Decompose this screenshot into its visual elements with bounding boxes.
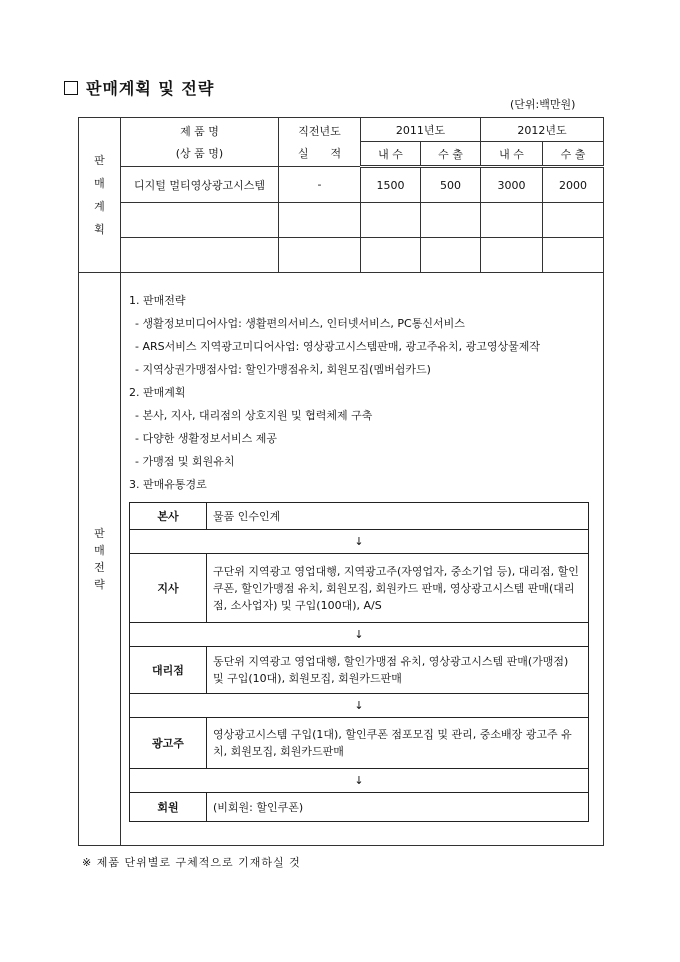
title-text: 판매계획 및 전략 — [86, 79, 215, 98]
strategy-heading: 1. 판매전략 — [129, 294, 186, 307]
table-row — [79, 167, 604, 203]
export-2012-cell — [543, 203, 604, 238]
distribution-flow-table — [129, 502, 589, 822]
export-2012-cell: 2000 — [543, 167, 604, 203]
prev-cell — [279, 203, 361, 238]
table-row — [79, 238, 604, 273]
strategy-heading: 3. 판매유통경로 — [129, 478, 207, 491]
flow-desc: 물품 인수인계 — [207, 503, 589, 530]
flow-label: 광고주 — [130, 718, 207, 769]
flow-desc: (비회원: 할인쿠폰) — [207, 793, 589, 822]
product-cell: 디지털 멀티영상광고시스템 — [121, 167, 279, 203]
strategy-item: - 지역상권가맹점사업: 할인가맹점유치, 회원모집(멤버쉽카드) — [135, 363, 431, 376]
down-arrow-icon: ↓ — [130, 530, 589, 554]
strategy-heading: 2. 판매계획 — [129, 386, 186, 399]
header-export: 수 출 — [543, 142, 604, 167]
domestic-2012-cell: 3000 — [481, 167, 543, 203]
plan-side-label — [79, 118, 121, 273]
side-char: 판 — [94, 527, 105, 540]
flow-row — [130, 793, 589, 822]
product-cell — [121, 238, 279, 273]
product-cell — [121, 203, 279, 238]
header-export: 수 출 — [421, 142, 481, 167]
header-2012: 2012년도 — [481, 118, 604, 142]
side-char: 계 — [94, 200, 105, 213]
export-2011-cell — [421, 238, 481, 273]
export-2011-cell — [421, 203, 481, 238]
side-char: 매 — [94, 544, 105, 557]
down-arrow-icon: ↓ — [130, 769, 589, 793]
footnote: ※ 제품 단위별로 구체적으로 기재하실 것 — [82, 856, 301, 869]
strategy-item: - 다양한 생활정보서비스 제공 — [135, 432, 277, 445]
domestic-2012-cell — [481, 203, 543, 238]
flow-desc: 영상광고시스템 구입(1대), 할인쿠폰 점포모집 및 관리, 중소배장 광고주 유치, 회원모집, 회원카드판매 — [207, 718, 589, 769]
export-2011-cell: 500 — [421, 167, 481, 203]
header-2011: 2011년도 — [361, 118, 481, 142]
section-title — [64, 76, 214, 99]
header-text: 실 적 — [297, 147, 342, 160]
header-text: 제 품 명 — [180, 125, 219, 138]
flow-label: 회원 — [130, 793, 207, 822]
prev-cell — [279, 238, 361, 273]
flow-row — [130, 647, 589, 694]
domestic-2011-cell: 1500 — [361, 167, 421, 203]
header-product — [121, 118, 279, 167]
domestic-2012-cell — [481, 238, 543, 273]
flow-label: 지사 — [130, 554, 207, 623]
header-text: 직전년도 — [298, 125, 341, 138]
strategy-item: - 생활정보미디어사업: 생활편의서비스, 인터넷서비스, PC통신서비스 — [135, 317, 465, 330]
header-domestic: 내 수 — [481, 142, 543, 167]
checkbox-square-icon — [64, 81, 78, 95]
side-char: 매 — [94, 177, 105, 190]
header-prev — [279, 118, 361, 167]
side-char: 판 — [94, 154, 105, 167]
strategy-content — [121, 273, 604, 846]
header-text: (상 품 명) — [175, 147, 224, 160]
down-arrow-icon: ↓ — [130, 694, 589, 718]
flow-desc: 구단위 지역광고 영업대행, 지역광고주(자영업자, 중소기업 등), 대리점, 할인 쿠폰, 할인가맹점 유치, 회원모집, 회원카드 판매, 영상광고시스템 판매(대리점, 소사업자) 및 구입(100대), A/S — [207, 554, 589, 623]
flow-row — [130, 503, 589, 530]
side-char: 략 — [94, 578, 105, 591]
flow-desc: 동단위 지역광고 영업대행, 할인가맹점 유치, 영상광고시스템 판매(가맹점) 및 구입(10대), 회원모집, 회원카드판매 — [207, 647, 589, 694]
down-arrow-icon: ↓ — [130, 623, 589, 647]
side-char: 획 — [94, 223, 105, 236]
unit-label: (단위:백만원) — [510, 98, 576, 111]
sales-plan-table — [78, 117, 604, 846]
flow-row — [130, 718, 589, 769]
flow-label: 대리점 — [130, 647, 207, 694]
strategy-lines — [129, 289, 540, 496]
header-domestic: 내 수 — [361, 142, 421, 167]
export-2012-cell — [543, 238, 604, 273]
domestic-2011-cell — [361, 238, 421, 273]
prev-cell: - — [279, 167, 361, 203]
strategy-side-label — [79, 273, 121, 846]
flow-label: 본사 — [130, 503, 207, 530]
strategy-item: - 본사, 지사, 대리점의 상호지원 및 협력체제 구축 — [135, 409, 373, 422]
strategy-item: - 가맹점 및 회원유치 — [135, 455, 235, 468]
side-char: 전 — [94, 561, 105, 574]
strategy-item: - ARS서비스 지역광고미디어사업: 영상광고시스템판매, 광고주유치, 광고영상물제작 — [135, 340, 540, 353]
table-row — [79, 203, 604, 238]
domestic-2011-cell — [361, 203, 421, 238]
flow-row — [130, 554, 589, 623]
